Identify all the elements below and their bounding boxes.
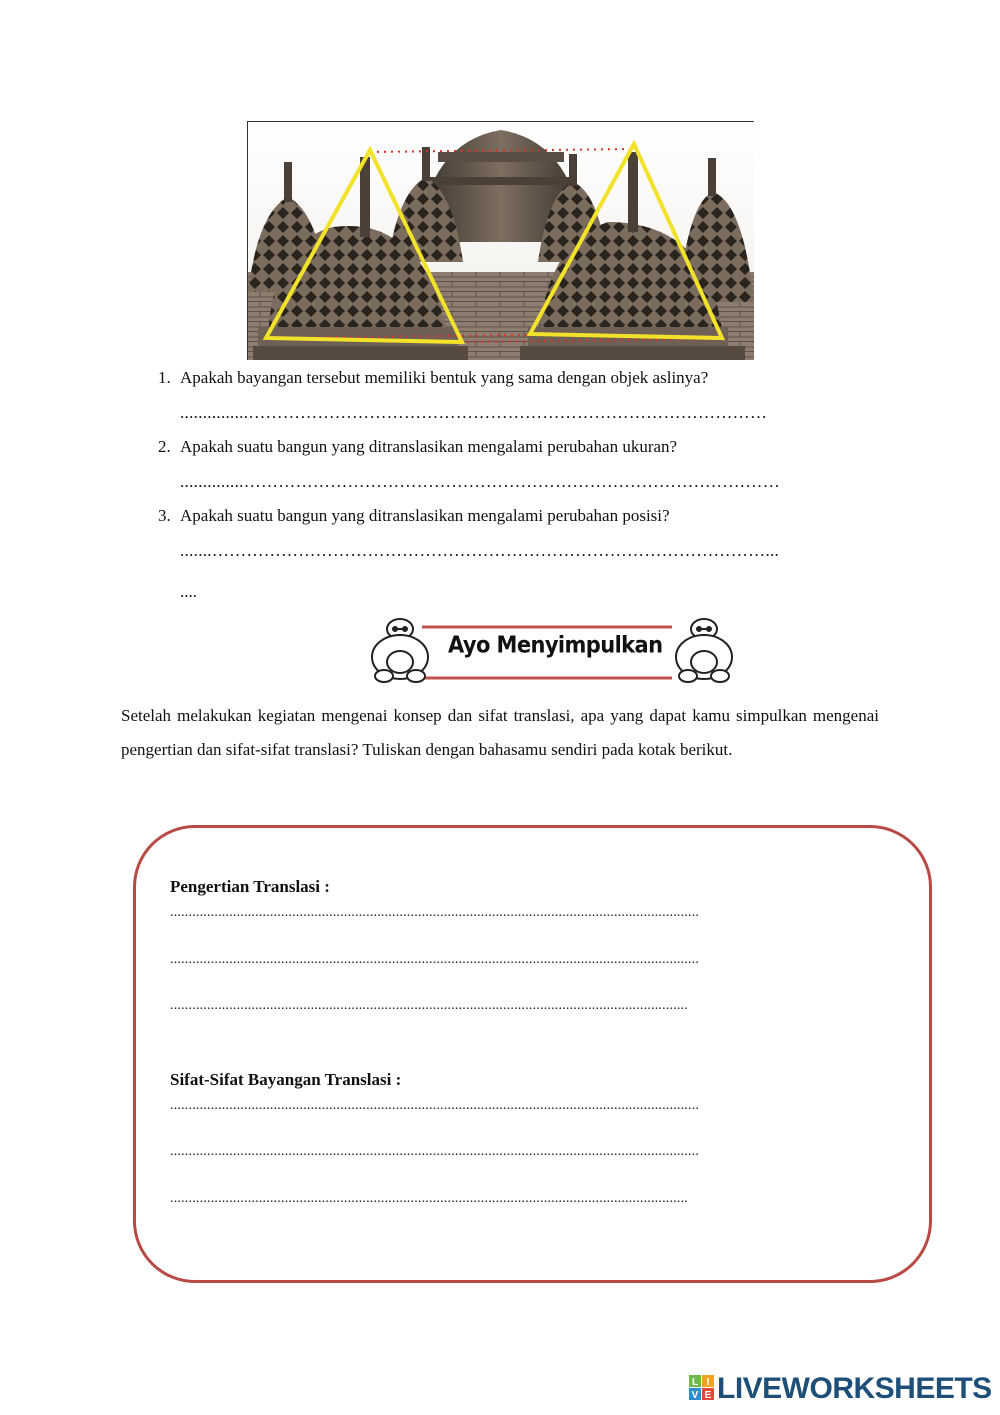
brand-name: LIVEWORKSHEETS bbox=[717, 1372, 992, 1405]
robot-mascot-icon bbox=[676, 619, 732, 682]
instruction-paragraph: Setelah melakukan kegiatan mengenai konsep dan sifat translasi, apa yang dapat kamu simpulkan mengenai pengertian dan sifat-sifat translasi? Tuliskan dengan bahasamu sendiri pada kotak berikut. bbox=[121, 706, 879, 759]
definition-answer-line[interactable]: ............................................................................................................................................ bbox=[170, 998, 688, 1013]
properties-answer-line[interactable]: ............................................................................................................................................ bbox=[170, 1191, 688, 1206]
question-number: 2. bbox=[158, 437, 171, 456]
question-3 bbox=[158, 506, 898, 575]
question-number: 3. bbox=[158, 506, 171, 525]
definition-heading: Pengertian Translasi : bbox=[170, 877, 330, 896]
answer-line-continued[interactable]: .... bbox=[180, 582, 197, 601]
properties-heading: Sifat-Sifat Bayangan Translasi : bbox=[170, 1070, 402, 1089]
logo-letter: L bbox=[691, 1377, 699, 1388]
definition-answer-line[interactable]: ............................................................................................................................................... bbox=[170, 905, 700, 920]
question-text: Apakah suatu bangun yang ditranslasikan mengalami perubahan posisi? bbox=[180, 506, 670, 525]
question-text: Apakah suatu bangun yang ditranslasikan mengalami perubahan ukuran? bbox=[180, 437, 678, 456]
logo-letter: V bbox=[691, 1390, 699, 1401]
robot-mascot-icon bbox=[372, 619, 428, 682]
logo-letter: I bbox=[706, 1377, 710, 1388]
question-number: 1. bbox=[158, 368, 171, 387]
question-text: Apakah bayangan tersebut memiliki bentuk yang sama dengan objek aslinya? bbox=[180, 368, 709, 387]
stupa-photo bbox=[247, 121, 754, 360]
properties-answer-line[interactable]: ............................................................................................................................................... bbox=[170, 1098, 700, 1113]
stupa-illustration bbox=[248, 122, 754, 360]
properties-answer-line[interactable]: ............................................................................................................................................... bbox=[170, 1144, 700, 1159]
banner-title: Ayo Menyimpulkan bbox=[448, 631, 663, 659]
answer-line[interactable]: ..............………………………………………………………………………………… bbox=[180, 472, 780, 491]
liveworksheets-logo-icon bbox=[689, 1375, 715, 1409]
answer-line[interactable]: ...............……………………………………………………………………………… bbox=[180, 403, 768, 422]
definition-answer-line[interactable]: ............................................................................................................................................... bbox=[170, 952, 700, 967]
question-1 bbox=[158, 368, 898, 437]
question-2 bbox=[158, 437, 898, 506]
question-list bbox=[158, 368, 898, 575]
logo-letter: E bbox=[704, 1390, 712, 1401]
answer-line[interactable]: .......……………………………………………………………………………………... bbox=[180, 541, 780, 560]
